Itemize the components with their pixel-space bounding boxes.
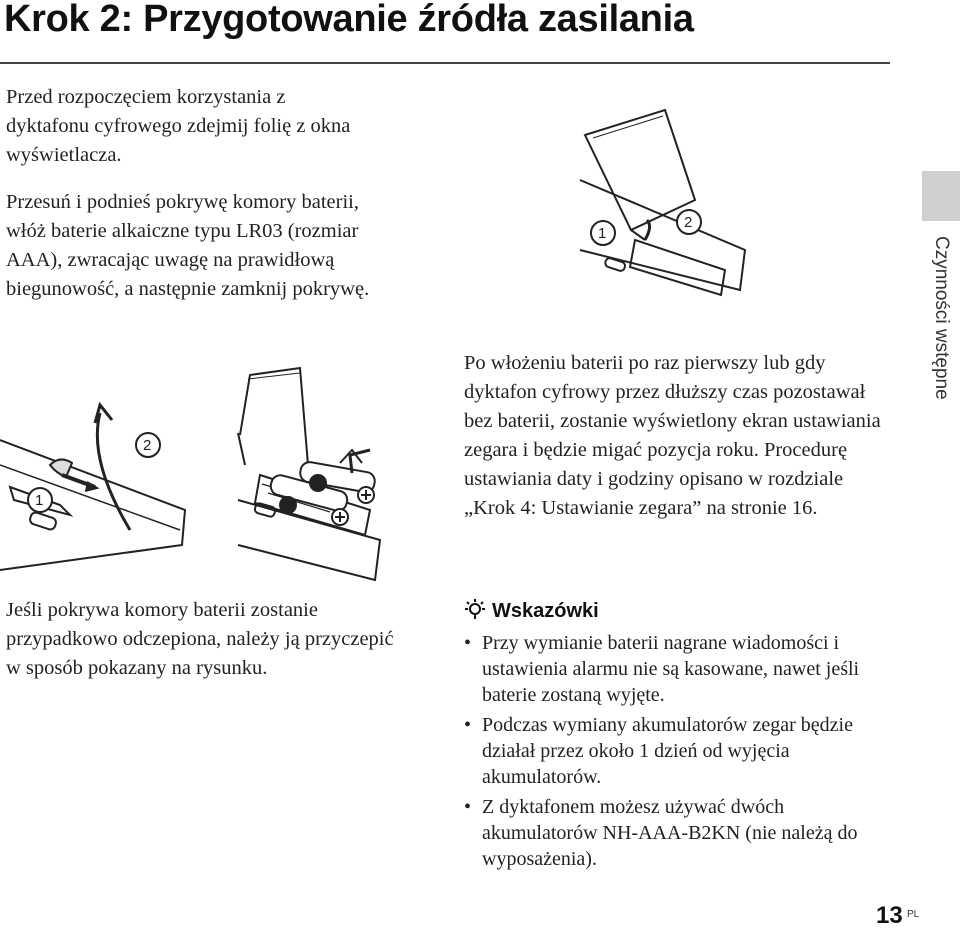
cover-reattach-note: Jeśli pokrywa komory baterii zostanie przypadkowo odczepiona, należy ją przyczepić w sposób pokazany na rysunku. [6, 599, 394, 679]
side-tab-marker [922, 171, 960, 221]
instruction-paragraph: Przesuń i podnieś pokrywę komory baterii, włóż baterie alkaiczne typu LR03 (rozmiar AAA), zwracając uwagę na prawidłową biegunowość, a następnie zamknij pokrywę. [6, 191, 370, 300]
battery-insert-illustration [0, 365, 400, 590]
title-rule [0, 62, 890, 64]
page-language: PL [907, 909, 920, 920]
bullet: • [464, 714, 472, 736]
page-number: 13 [876, 902, 903, 929]
intro-paragraph: Przed rozpoczęciem korzystania z dyktafonu cyfrowego zdejmij folię z okna wyświetlacza. [6, 86, 351, 166]
step-2-callout [136, 433, 160, 457]
svg-text:2: 2 [143, 437, 152, 454]
svg-text:1: 1 [598, 225, 607, 242]
lightbulb-icon [464, 597, 486, 626]
svg-text:2: 2 [684, 214, 693, 231]
tip-item: • Podczas wymiany akumulatorów zegar będzie działał przez około 1 dzień od wyjęcia akumulatorów. [464, 714, 853, 788]
first-use-note: Po włożeniu baterii po raz pierwszy lub gdy dyktafon cyfrowy przez dłuższy czas pozostawał bez baterii, zostanie wyświetlony ekran ustawiania zegara i będzie migać pozycja roku. Procedurę ustawiania daty i godziny opisano w rozdziale „Krok 4: Ustawianie zegara” na stronie 16. [464, 352, 881, 519]
reattach-step-1-callout [591, 221, 615, 245]
side-tab-label: Czynności wstępne [931, 236, 952, 400]
bullet: • [464, 796, 472, 818]
cover-reattach-illustration [575, 90, 755, 320]
tips-list [464, 630, 874, 876]
tips-title: Wskazówki [492, 600, 599, 622]
svg-text:1: 1 [35, 492, 44, 509]
tip-item: • Przy wymianie baterii nagrane wiadomości i ustawienia alarmu nie są kasowane, nawet jeśli baterie zostaną wyjęte. [464, 632, 860, 706]
battery-cells [269, 461, 376, 525]
step-1-callout [28, 488, 52, 512]
tips-heading [464, 597, 599, 626]
bullet: • [464, 632, 472, 654]
tip-item: • Z dyktafonem możesz używać dwóch akumulatorów NH-AAA-B2KN (nie należą do wyposażenia). [464, 796, 858, 870]
reattach-step-2-callout [677, 210, 701, 234]
page-title: Krok 2: Przygotowanie źródła zasilania [4, 0, 694, 40]
